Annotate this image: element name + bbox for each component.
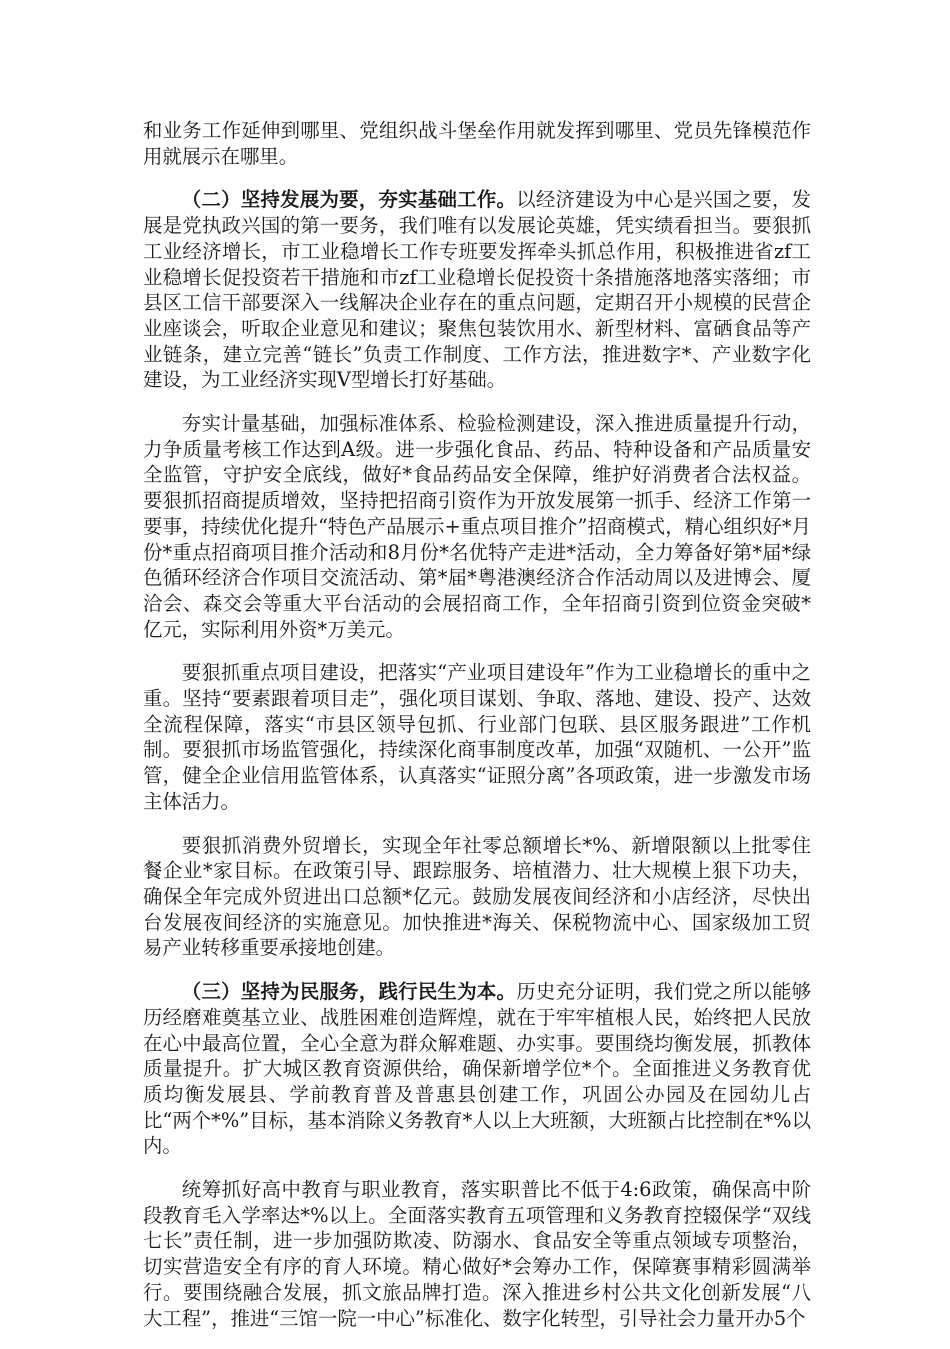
paragraph-text: 要狠抓重点项目建设，把落实“产业项目建设年”作为工业稳增长的重中之重。坚持“要素跟着项目走”，强化项目谋划、争取、落地、建设、投产、达效全流程保障，落实“市县区领导包抓、行业部门包联、县区服务跟进”工作机制。要狠抓市场监管强化，持续深化商事制度改革，加强“双随机、一公开”监管，健全企业信用监管体系，认真落实“证照分离”各项政策，进一步激发市场主体活力。 — [143, 661, 811, 813]
paragraph-consumption-trade — [143, 833, 811, 962]
paragraph-text: 和业务工作延伸到哪里、党组织战斗堡垒作用就发挥到哪里、党员先锋模范作用就展示在哪里。 — [143, 119, 811, 168]
paragraph-text: 统筹抓好高中教育与职业教育，落实职普比不低于4:6政策，确保高中阶段教育毛入学率达*%以上。全面落实教育五项管理和义务教育控辍保学“双线七长”责任制，进一步加强防欺凌、防溺水、食品安全等重点领域专项整治，切实营造安全有序的育人环境。精心做好*会筹办工作，保障赛事精彩圆满举行。要围绕融合发展，抓文旅品牌打造。深入推进乡村公共文化创新发展“八大工程”，推进“三馆一院一中心”标准化、数字化转型，引导社会力量开办5个 — [143, 1178, 811, 1330]
paragraph-key-projects — [143, 660, 811, 814]
paragraph-measurement-basis — [143, 411, 811, 642]
paragraph-education — [143, 1177, 811, 1331]
section-heading: （三）坚持为民服务，践行民生为本。 — [181, 980, 517, 1004]
paragraph-continued — [143, 118, 811, 169]
paragraph-section-two — [143, 187, 811, 393]
document-body — [143, 118, 811, 1349]
paragraph-text: 历史充分证明，我们党之所以能够历经磨难奠基立业、战胜困难创造辉煌，就在于牢牢植根人民，始终把人民放在心中最高位置，全心全意为群众解难题、办实事。要围绕均衡发展，抓教体质量提升。扩大城区教育资源供给，确保新增学位*个。全面推进义务教育优质均衡发展县、学前教育普及普惠县创建工作，巩固公办园及在园幼儿占比“两个*%”目标，基本消除义务教育*人以上大班额，大班额占比控制在*%以内。 — [143, 980, 812, 1158]
paragraph-section-three — [143, 979, 811, 1159]
paragraph-text: 夯实计量基础，加强标准体系、检验检测建设，深入推进质量提升行动，力争质量考核工作达到A级。进一步强化食品、药品、特种设备和产品质量安全监管，守护安全底线，做好*食品药品安全保障，维护好消费者合法权益。要狠抓招商提质增效，坚持把招商引资作为开放发展第一抓手、经济工作第一要事，持续优化提升“特色产品展示+重点项目推介”招商模式，精心组织好*月份*重点招商项目推介活动和8月份*名优特产走进*活动，全力筹备好第*届*绿色循环经济合作项目交流活动、第*届*粤港澳经济合作活动周以及进博会、厦洽会、森交会等重大平台活动的会展招商工作，全年招商引资到位资金突破*亿元，实际利用外资*万美元。 — [143, 412, 811, 641]
paragraph-text: 以经济建设为中心是兴国之要，发展是党执政兴国的第一要务，我们唯有以发展论英雄，凭实绩看担当。要狠抓工业经济增长，市工业稳增长工作专班要发挥牵头抓总作用，积极推进省zf工业稳增长促投资若干措施和市zf工业稳增长促投资十条措施落地落实落细；市县区工信干部要深入一线解决企业存在的重点问题，定期召开小规模的民营企业座谈会，听取企业意见和建议；聚焦包装饮用水、新型材料、富硒食品等产业链条，建立完善“链长”负责工作制度、工作方法，推进数字*、产业数字化建设，为工业经济实现V型增长打好基础。 — [143, 188, 812, 392]
paragraph-text: 要狠抓消费外贸增长，实现全年社零总额增长*%、新增限额以上批零住餐企业*家目标。在政策引导、跟踪服务、培植潜力、壮大规模上狠下功夫，确保全年完成外贸进出口总额*亿元。鼓励发展夜间经济和小店经济，尽快出台发展夜间经济的实施意见。加快推进*海关、保税物流中心、国家级加工贸易产业转移重要承接地创建。 — [143, 833, 811, 960]
section-heading: （二）坚持发展为要，夯实基础工作。 — [181, 188, 517, 212]
